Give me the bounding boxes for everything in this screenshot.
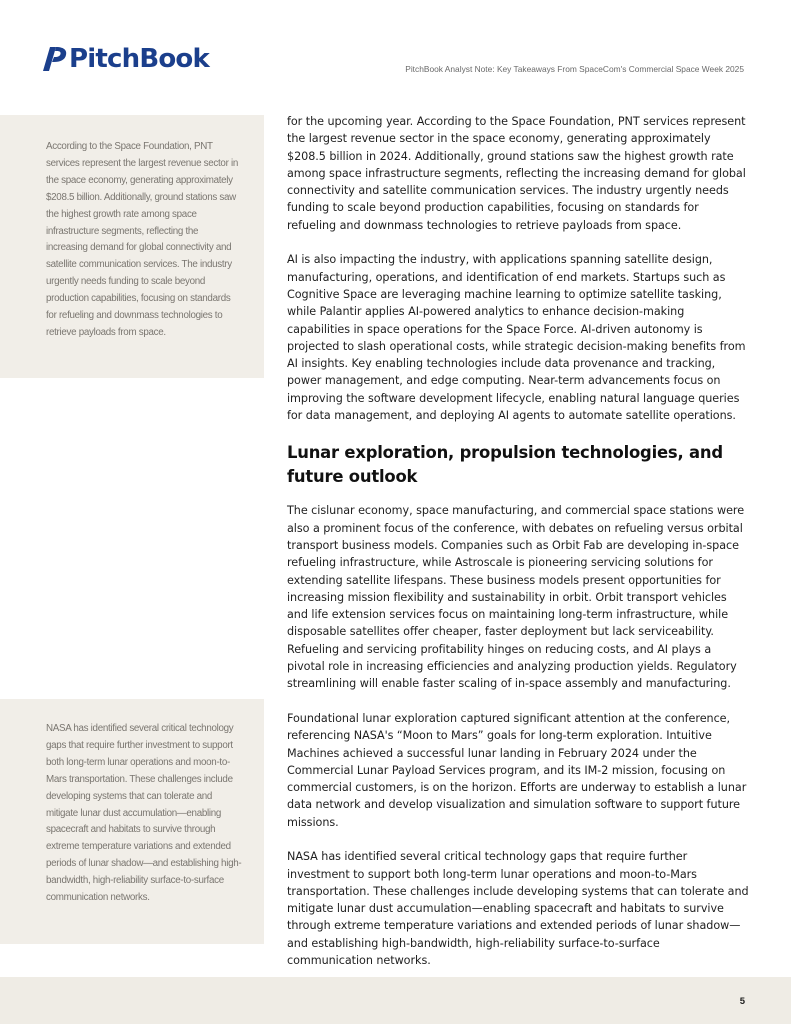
body-paragraph: AI is also impacting the industry, with applications spanning satellite design, manufacturing, operations, and identification of end markets. Startups such as Cognitive Space are leveraging machine learning to optimize satellite tasking, while Palantir applies AI-powered analytics to enhance decision-making capabilities in space operations for the Space Force. AI-driven autonomy is projected to slash operational costs, while strategic decision-making benefits from AI insights. Key enabling technologies include data provenance and tracking, power management, and edge computing. Near-term advancements focus on improving the software development lifecycle, enabling natural language queries for data management, and deploying AI agents to automate satellite operations. bbox=[287, 253, 746, 423]
body-paragraph: for the upcoming year. According to the Space Foundation, PNT services represent the largest revenue sector in the space economy, generating approximately $208.5 billion in 2024. Additionally, ground stations saw the highest growth rate among space infrastructure segments, reflecting the increasing demand for global connectivity and satellite communication services. The industry urgently needs funding to scale beyond production capabilities, focusing on standards for refueling and downmass technologies to retrieve payloads from space. bbox=[287, 115, 746, 232]
pullquote-text: NASA has identified several critical technology gaps that require further investment to support both long-term lunar operations and moon-to-Mars transportation. These challenges include developing systems that can tolerate and mitigate lunar dust accumulation—enabling spacecraft and habitats to survive through extreme temperature variations and extended periods of lunar shadow—and establishing high-bandwidth, high-reliability surface-to-surface communication networks. bbox=[46, 723, 242, 904]
main-content bbox=[287, 113, 749, 969]
body-paragraph: Foundational lunar exploration captured significant attention at the conference, referencing NASA's “Moon to Mars” goals for long-term exploration. Intuitive Machines achieved a successful lunar landing in February 2024 under the Commercial Lunar Payload Services program, and its IM-2 mission, focusing on commercial customers, is on the horizon. Efforts are underway to establish a lunar data network and develop visualization and simulation software to support future missions. bbox=[287, 711, 747, 829]
page-footer bbox=[0, 977, 791, 1024]
body-paragraph: NASA has identified several critical technology gaps that require further investment to support both long-term lunar operations and moon-to-Mars transportation. These challenges include developing systems that can tolerate and mitigate lunar dust accumulation—enabling spacecraft and habitats to survive through extreme temperature variations and extended periods of lunar shadow—and establishing high-bandwidth, high-reliability surface-to-surface communication networks. bbox=[287, 850, 749, 968]
logo-wordmark: PitchBook bbox=[69, 44, 209, 74]
pitchbook-logo-icon bbox=[41, 45, 67, 73]
page-number: 5 bbox=[739, 996, 745, 1007]
sidebar-pullquote-2 bbox=[0, 699, 264, 944]
sidebar-pullquote-1 bbox=[0, 115, 264, 378]
report-title: PitchBook Analyst Note: Key Takeaways From SpaceCom's Commercial Space Week 2025 bbox=[405, 64, 744, 74]
pullquote-text: According to the Space Foundation, PNT services represent the largest revenue sector in the space economy, generating approximately $208.5 billion. Additionally, ground stations saw the highest growth rate among space infrastructure segments, reflecting the increasing demand for global connectivity and satellite communication services. The industry urgently needs funding to scale beyond production capabilities, focusing on standards for refueling and downmass technologies to retrieve payloads from space. bbox=[46, 141, 238, 338]
section-heading: Lunar exploration, propulsion technologies, and future outlook bbox=[287, 443, 723, 487]
pitchbook-logo bbox=[41, 44, 209, 74]
body-paragraph: The cislunar economy, space manufacturing, and commercial space stations were also a prominent focus of the conference, with debates on refueling versus orbital transport business models. Companies such as Orbit Fab are developing in-space refueling infrastructure, while Astroscale is pioneering servicing solutions for extending satellite lifespans. These business models present opportunities for increasing mission flexibility and sustainability in orbit. Orbit transport vehicles and life extension services focus on maintaining long-term infrastructure, while disposable satellites offer cheaper, faster deployment but lack serviceability. Refueling and servicing profitability hinges on reducing costs, and AI plays a pivotal role in increasing efficiencies and analyzing production yields. Regulatory streamlining will enable faster scaling of in-space assembly and manufacturing. bbox=[287, 504, 745, 691]
